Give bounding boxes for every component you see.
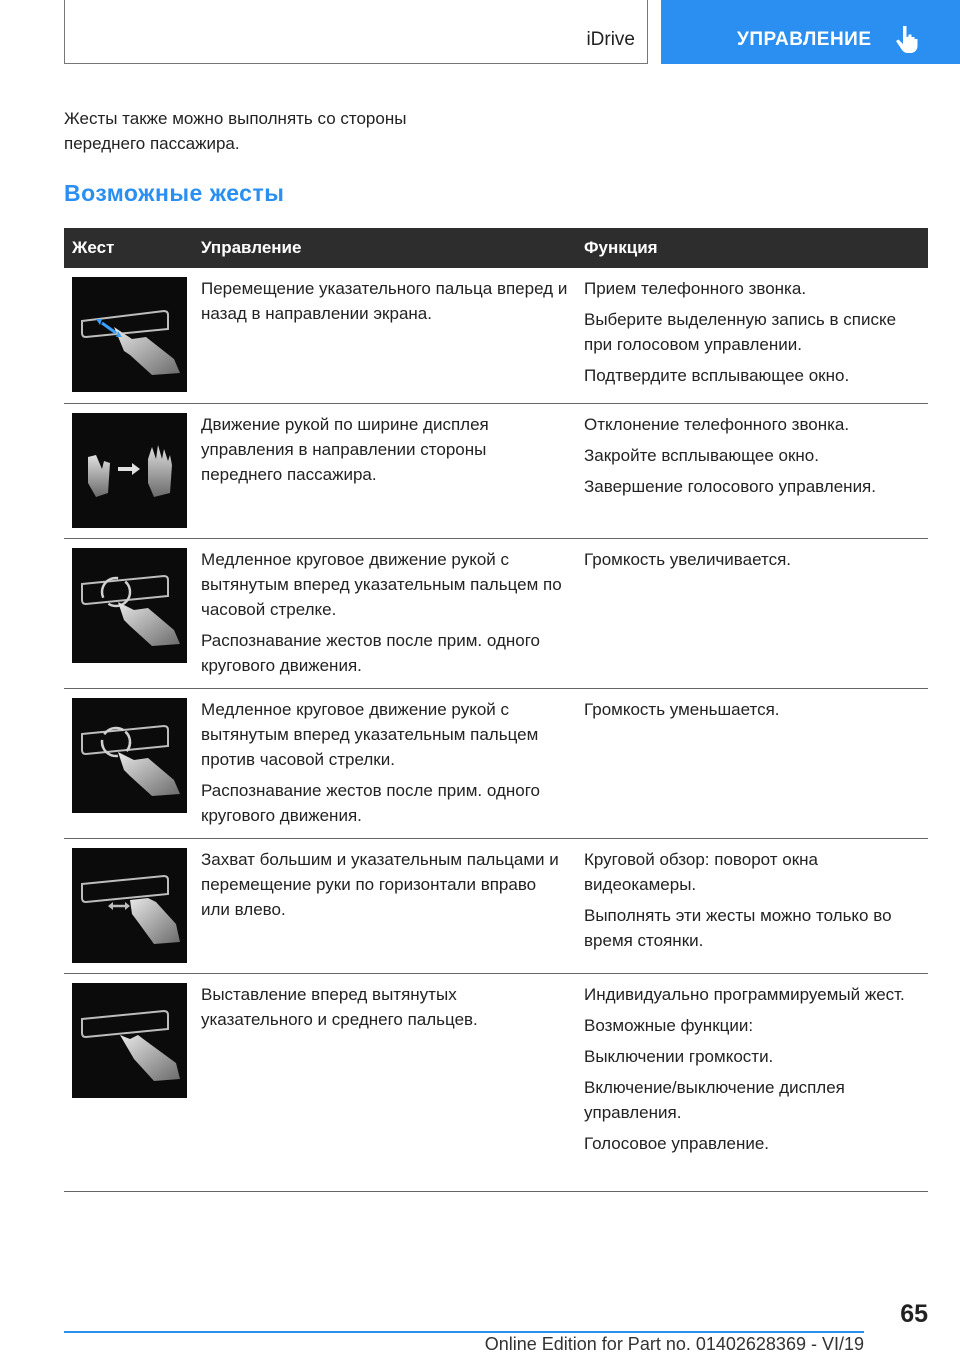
control-text: Распознавание жестов после прим. одного кругового движения. (201, 630, 540, 675)
gestures-table (64, 228, 928, 1192)
control-text: Перемещение указательного пальца вперед и назад в направлении экрана. (201, 279, 568, 323)
table-row (64, 268, 928, 403)
control-cell (193, 838, 576, 973)
function-cell (576, 268, 928, 403)
header-chapter-box (661, 0, 960, 64)
function-text: Громкость увеличивается. (584, 549, 792, 569)
control-cell (193, 973, 576, 1191)
function-text: Выполнять эти жесты можно только во время стоянки. (584, 905, 892, 950)
table-header-row (64, 228, 928, 268)
function-text: Прием телефонного звонка. (584, 279, 807, 298)
control-cell (193, 268, 576, 403)
function-cell (576, 538, 928, 688)
function-text: Голосовое управление. (584, 1133, 770, 1153)
function-cell (576, 973, 928, 1191)
gesture-cell (64, 538, 193, 688)
gesture-cell (64, 268, 193, 403)
function-text: Возможные функции: (584, 1015, 754, 1035)
section-title: Возможные жесты (64, 180, 285, 206)
footer-edition-text: Online Edition for Part no. 01402628369 - VI/19 (484, 1334, 864, 1354)
table-row (64, 688, 928, 838)
function-text: Отклонение телефонного звонка. (584, 414, 850, 434)
function-text: Громкость уменьшается. (584, 699, 780, 719)
gesture-cell (64, 403, 193, 538)
gesture-swipe-finger-icon (72, 277, 187, 392)
function-cell (576, 403, 928, 538)
header-chapter-title: УПРАВЛЕНИЕ (737, 29, 872, 50)
function-text: Закройте всплывающее окно. (584, 445, 819, 465)
function-text: Выберите выделенную запись в списке при голосовом управлении. (584, 310, 897, 354)
control-text: Выставление вперед вытянутых указательного и среднего пальцев. (201, 984, 478, 1029)
header-section-box (64, 0, 648, 64)
function-text: Подтвердите всплывающее окно. (584, 366, 850, 385)
control-cell (193, 688, 576, 838)
gesture-two-fingers-icon (72, 983, 187, 1098)
table-row (64, 538, 928, 688)
function-text: Круговой обзор: поворот окна видеокамеры. (584, 849, 818, 894)
table-row (64, 838, 928, 973)
control-text: Распознавание жестов после прим. одного кругового движения. (201, 780, 540, 825)
page-number: 65 (900, 1300, 928, 1328)
gesture-hand-swipe-icon (72, 413, 187, 528)
function-cell (576, 838, 928, 973)
footer-divider (64, 1331, 864, 1333)
control-cell (193, 538, 576, 688)
table-row (64, 973, 928, 1191)
function-text: Включение/выключение дисплея управления. (584, 1077, 845, 1122)
header-gesture: Жест (64, 228, 193, 268)
control-text: Медленное круговое движение рукой с вытянутым вперед указательным пальцем против часовой стрелки. (201, 699, 539, 769)
control-text: Медленное круговое движение рукой с вытянутым вперед указательным пальцем по часовой стрелке. (201, 549, 562, 619)
function-text: Завершение голосового управления. (584, 476, 876, 496)
gesture-cell (64, 688, 193, 838)
function-text: Индивидуально программируемый жест. (584, 984, 905, 1004)
function-cell (576, 688, 928, 838)
intro-paragraph: Жесты также можно выполнять со стороны переднего пассажира. (64, 109, 407, 153)
control-text: Движение рукой по ширине дисплея управления в направлении стороны переднего пассажира. (201, 414, 489, 484)
hand-pointer-icon (894, 24, 920, 54)
header-function: Функция (576, 228, 928, 268)
gesture-grab-swipe-icon (72, 848, 187, 963)
gesture-circle-clockwise-icon (72, 548, 187, 663)
function-text: Выключении громкости. (584, 1046, 774, 1066)
header-control: Управление (193, 228, 576, 268)
gesture-cell (64, 838, 193, 973)
header-section-title: iDrive (586, 29, 635, 50)
control-cell (193, 403, 576, 538)
gesture-circle-counterclockwise-icon (72, 698, 187, 813)
control-text: Захват большим и указательным пальцами и перемещение руки по горизонтали вправо или влево. (201, 849, 559, 919)
table-row (64, 403, 928, 538)
gesture-cell (64, 973, 193, 1191)
